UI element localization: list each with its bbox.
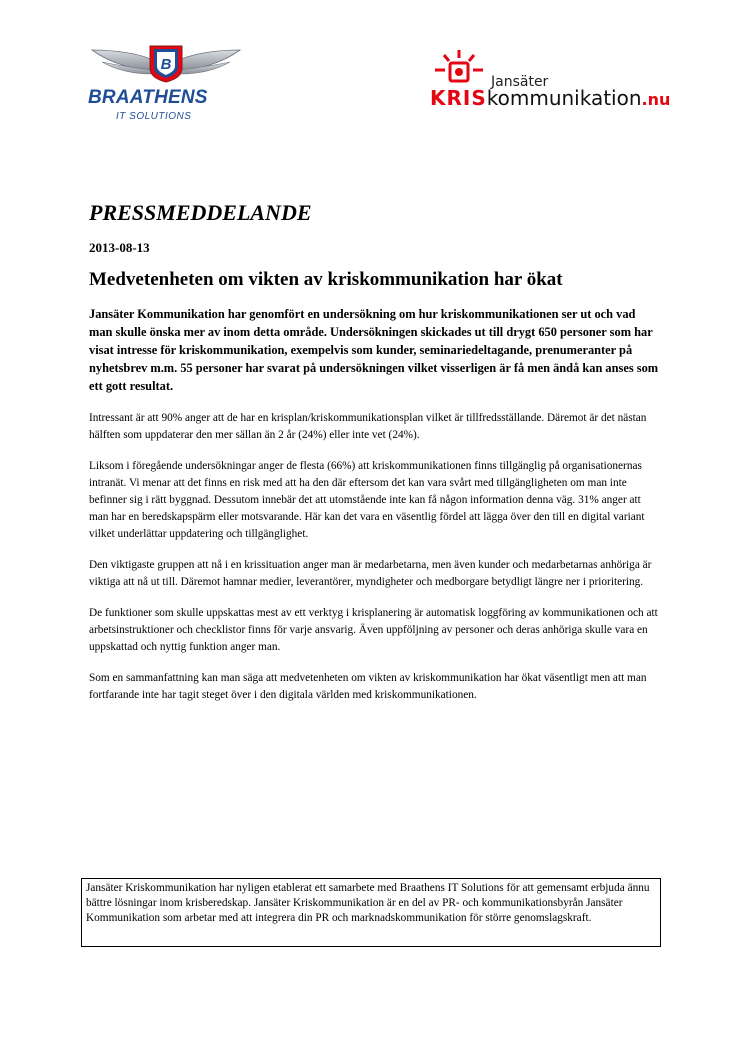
braathens-logo bbox=[86, 40, 246, 130]
body-paragraph: Den viktigaste gruppen att nå i en krissituation anger man är medarbetarna, men även kunder och medarbetarnas anhöriga är viktiga att nå ut till. Däremot hamnar medier, leverantörer, myndigheter och medborgare betydligt längre ner i prioritering. bbox=[89, 559, 652, 588]
badge-letter: B bbox=[160, 56, 172, 73]
lead-paragraph: Jansäter Kommunikation har genomfört en undersökning om hur kriskommunikationen ser ut och vad man skulle önska mer av inom detta område. Undersökningen skickades ut till drygt 650 personer som har visat intresse för kriskommunikation, exempelvis som kunder, seminariedeltagande, prenumeranter på nyhetsbrev m.m. 55 personer har svarat på undersökningen vilket visserligen är få men ändå kan anses som ett gott resultat. bbox=[89, 307, 659, 393]
document-title: PRESSMEDDELANDE bbox=[89, 200, 312, 225]
kris-logo-dark-word: kommunikation bbox=[486, 86, 642, 110]
braathens-name: BRAATHENS bbox=[88, 87, 208, 108]
alarm-light-icon bbox=[430, 48, 490, 88]
kris-logo-small-text: Jansäter bbox=[491, 74, 549, 90]
document-heading: Medvetenheten om vikten av kriskommunikation har ökat bbox=[89, 269, 563, 290]
kris-logo-tld: .nu bbox=[641, 90, 671, 109]
press-release-body bbox=[89, 200, 659, 718]
body-paragraph: De funktioner som skulle uppskattas mest av ett verktyg i krisplanering är automatisk loggföring av kommunikationen och att arbetsinstruktioner och checklistor finns för varje ansvarig. Även uppföljning av personer och deras anhöriga skulle vara en uppskattad och nyttig funktion anger man. bbox=[89, 607, 658, 653]
braathens-wings-icon bbox=[86, 40, 246, 86]
kriskommunikation-logo bbox=[430, 48, 700, 118]
body-paragraph: Intressant är att 90% anger att de har en krisplan/kriskommunikationsplan vilket är tillfredsställande. Däremot är det nästan hälften som uppdaterar den mer sällan än 2 år (24%) eller inte vet (24%). bbox=[89, 412, 647, 441]
kris-logo-wordmark bbox=[430, 86, 670, 110]
info-box: Jansäter Kriskommunikation har nyligen etablerat ett samarbete med Braathens IT Solutions för att gemensamt erbjuda ännu bättre lösningar inom krisberedskap. Jansäter Kriskommunikation är en del av PR- och kommunikationsbyrån Jansäter Kommunikation som arbetar med att integrera din PR och marknadskommunikation för större genomslagskraft. bbox=[81, 878, 661, 947]
body-paragraph: Liksom i föregående undersökningar anger de flesta (66%) att kriskommunikationen finns tillgänglig på organisationernas intranät. Vi menar att det finns en risk med att ha den där eftersom det kan vara svårt med tillgängligheten om man inte befinner sig i rätt byggnad. Dessutom innebär det att utomstående inte kan få någon information denna väg. 31% anger att man har en beredskapspärm eller motsvarande. Här kan det vara en väsentlig fördel att lägga över den till en digital variant vilket underlättar uppdatering och tillgänglighet. bbox=[89, 460, 645, 540]
body-paragraph: Som en sammanfattning kan man säga att medvetenheten om vikten av kriskommunikation har ökat väsentligt men att man fortfarande inte har tagit steget över i den digitala världen med kriskommunikationen. bbox=[89, 672, 647, 701]
kris-logo-red-word: KRIS bbox=[430, 86, 487, 110]
braathens-tagline: IT SOLUTIONS bbox=[116, 111, 192, 122]
document-date: 2013-08-13 bbox=[89, 240, 150, 255]
